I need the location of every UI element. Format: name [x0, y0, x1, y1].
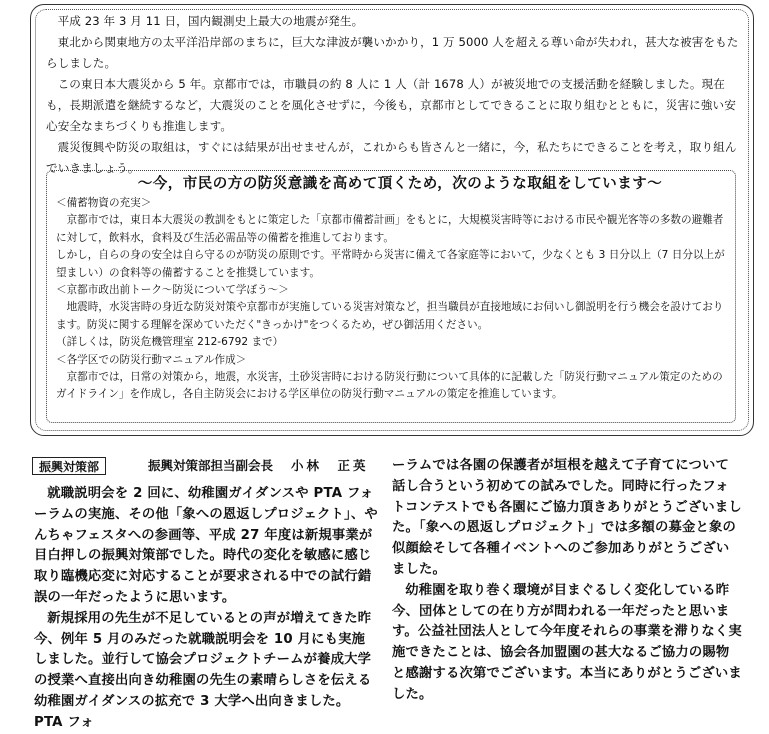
initiatives-title: ～今，市民の方の防災意識を高めて頂くため，次のような取組をしています～ — [137, 176, 663, 192]
author-line — [148, 456, 369, 476]
report-right-column — [392, 456, 742, 706]
report-paragraph: 新規採用の先生が不足しているとの声が増えてきた昨今、例年 5 月のみだった就職説明会を 10 月にも実施しました。並行して協会プロジェクトチームが養成大学の授業へ直接出向き幼稚園の先生の素晴らしさを伝える幼稚園ガイダンスの拡充で 3 大学へ出向きました。PTA フォ — [34, 610, 372, 730]
intro-paragraph: 平成 23 年 3 月 11 日，国内観測史上最大の地震が発生。 — [57, 14, 364, 28]
report-paragraph: 幼稚園を取り巻く環境が目まぐるしく変化している昨今、団体としての在り方が問われる一年だったと思います。公益社団法人として今年度それらの事業を滞りなく実施できたことは、協会各加盟園の甚大なるご協力の賜物と感謝する次第でございます。本当にありがとうございました。 — [392, 582, 742, 702]
section-heading-talk: ＜京都市政出前トーク～防災について学ぼう～＞ — [56, 284, 289, 297]
report-paragraph: ーラムでは各園の保護者が垣根を越えて子育てについて話し合うという初めての試みでした。同時に行ったフォトコンテストでも各園にご協力頂きありがとうございました。「象への恩返しプロジェクト」では多額の募金と象の似顔絵そして各種イベントへのご参加ありがとうございました。 — [392, 458, 742, 577]
section-body: （詳しくは，防災危機管理室 212-6792 まで） — [56, 336, 284, 349]
section-heading-manual: ＜各学区での防災行動マニュアル作成＞ — [56, 353, 247, 366]
report-left-column — [34, 484, 378, 734]
author-title: 振興対策部担当副会長 — [148, 458, 274, 473]
intro-text — [46, 11, 746, 179]
intro-paragraph: 震災復興や防災の取組は，すぐには結果が出せませんが，これからも皆さんと一緒に，今，私たちにできることを考え，取り組んでいきましょう。 — [46, 140, 737, 175]
intro-paragraph: 東北から関東地方の太平洋沿岸部のまちに，巨大な津波が襲いかかり，1 万 5000 人を超える尊い命が失われ，甚大な被害をもたらしました。 — [46, 35, 739, 70]
section-label: 振興対策部 — [32, 457, 106, 475]
section-body: 地震時，水災害時の身近な防災対策や京都市が実施している災害対策など，担当職員が直接地域にお伺いし御説明を行う機会を設けております。防災に関する理解を深めていただく"きっかけ"をつくるため，ぜひ御活用ください。 — [56, 301, 724, 331]
section-body: 京都市では，東日本大震災の教訓をもとに策定した「京都市備蓄計画」をもとに，大規模災害時等における市民や観光客等の多数の避難者に対して，飲料水，食料及び生活必需品等の備蓄を推進しております。 — [56, 214, 724, 244]
report-paragraph: 就職説明会を 2 回に、幼稚園ガイダンスや PTA フォーラムの実施、その他「象への恩返しプロジェクト」、やんちゃフェスタへの参画等、平成 27 年度は新規事業が目白押しの振興対策部でした。時代の変化を敏感に感じ取り臨機応変に対応することが要求される中での試行錯誤の一年だったように思います。 — [34, 486, 378, 605]
section-body: 京都市では，日常の対策から，地震，水災害，土砂災害時における防災行動について具体的に記載した「防災行動マニュアル策定のためのガイドライン」を作成し，各自主防災会における学区単位の防災行動マニュアルの策定を推進しています。 — [56, 371, 723, 401]
section-body: しかし，自らの身の安全は自ら守るのが防災の原則です。平常時から災害に備えて各家庭等において，少なくとも 3 日分以上（7 日分以上が望ましい）の食料等の備蓄することを推奨しています。 — [56, 249, 725, 279]
section-heading-stockpile: ＜備蓄物資の充実＞ — [56, 197, 152, 209]
intro-paragraph: この東日本大震災から 5 年。京都市では，市職員の約 8 人に 1 人（計 1678 人）が被災地での支援活動を経験しました。現在も，長期派遣を継続するなど，大震災のことを風化させずに，今後も，京都市としてできることに取り組むとともに，災害に強い安心安全なまちづくりも推進します。 — [46, 77, 736, 133]
initiatives-content — [56, 195, 726, 404]
author-name: 小林 正英 — [291, 458, 369, 473]
